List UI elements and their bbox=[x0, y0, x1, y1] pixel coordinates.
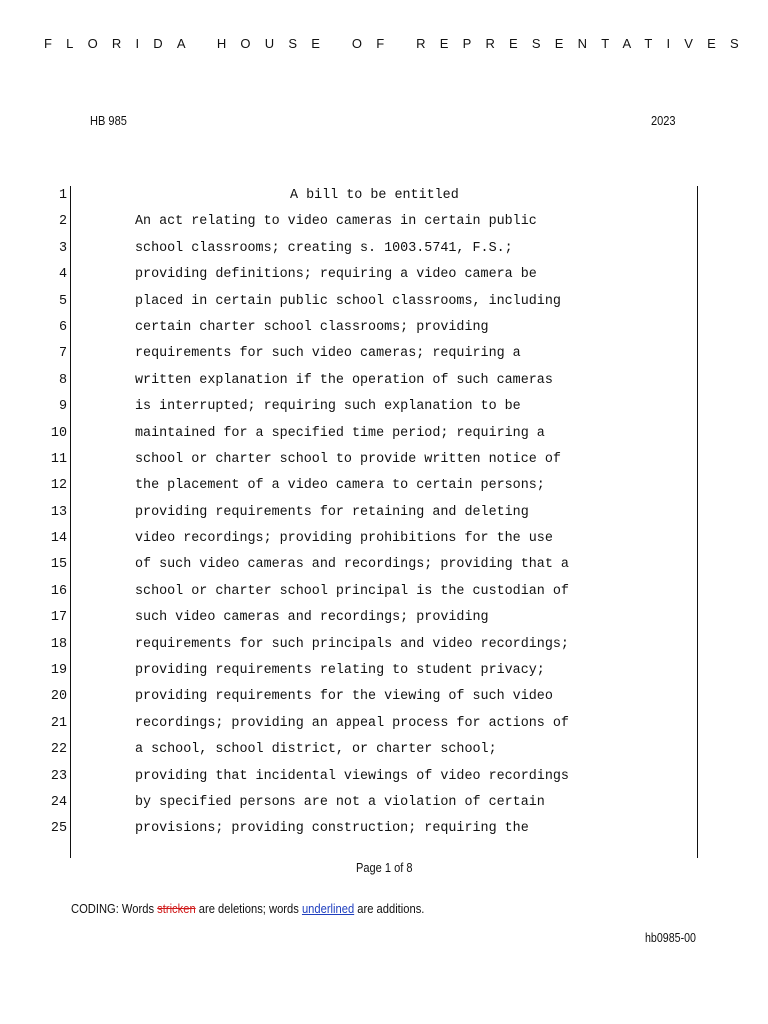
bill-line bbox=[0, 209, 768, 235]
bill-line bbox=[0, 579, 768, 605]
line-text: providing requirements for retaining and deleting bbox=[135, 504, 529, 520]
line-text: written explanation if the operation of such cameras bbox=[135, 372, 553, 388]
line-number: 10 bbox=[50, 425, 67, 441]
line-text: requirements for such video cameras; requiring a bbox=[135, 346, 521, 362]
line-number: 20 bbox=[50, 689, 67, 705]
bill-line bbox=[0, 447, 768, 473]
line-text: A bill to be entitled bbox=[290, 188, 459, 203]
line-text: such video cameras and recordings; providing bbox=[135, 610, 489, 626]
bill-line bbox=[0, 632, 768, 658]
bill-line bbox=[0, 262, 768, 288]
page-number bbox=[0, 860, 768, 875]
bill-text-body bbox=[0, 183, 768, 843]
line-text: by specified persons are not a violation of certain bbox=[135, 794, 545, 810]
line-text: school or charter school principal is the custodian of bbox=[135, 583, 569, 599]
coding-middle: are deletions; words bbox=[195, 901, 302, 916]
coding-stricken-example: stricken bbox=[157, 901, 196, 916]
line-number: 23 bbox=[50, 768, 67, 784]
line-text: maintained for a specified time period; requiring a bbox=[135, 425, 545, 441]
line-text: school classrooms; creating s. 1003.5741, F.S.; bbox=[135, 240, 513, 256]
line-text: of such video cameras and recordings; providing that a bbox=[135, 557, 569, 573]
line-text: recordings; providing an appeal process for actions of bbox=[135, 715, 569, 731]
line-number: 17 bbox=[50, 610, 67, 626]
line-number: 9 bbox=[58, 399, 67, 415]
line-number: 6 bbox=[58, 319, 67, 335]
line-number: 25 bbox=[50, 821, 67, 837]
bill-line bbox=[0, 394, 768, 420]
bill-line bbox=[0, 684, 768, 710]
bill-line bbox=[0, 605, 768, 631]
bill-line bbox=[0, 500, 768, 526]
bill-line bbox=[0, 341, 768, 367]
bill-number: HB 985 bbox=[90, 113, 127, 128]
line-number: 3 bbox=[58, 240, 67, 256]
line-number: 21 bbox=[50, 715, 67, 731]
line-text: providing definitions; requiring a video camera be bbox=[135, 267, 537, 283]
line-text: a school, school district, or charter school; bbox=[135, 742, 497, 758]
line-number: 13 bbox=[50, 504, 67, 520]
line-text: providing requirements relating to student privacy; bbox=[135, 663, 545, 679]
bill-line bbox=[0, 764, 768, 790]
line-number: 12 bbox=[50, 478, 67, 494]
coding-legend bbox=[71, 901, 424, 916]
line-number: 8 bbox=[58, 372, 67, 388]
bill-line bbox=[0, 236, 768, 262]
bill-line bbox=[0, 473, 768, 499]
line-number: 19 bbox=[50, 663, 67, 679]
bill-line bbox=[0, 816, 768, 842]
line-number: 22 bbox=[50, 742, 67, 758]
bill-line bbox=[0, 790, 768, 816]
bill-line bbox=[0, 289, 768, 315]
coding-suffix: are additions. bbox=[354, 901, 425, 916]
line-number: 1 bbox=[58, 188, 67, 203]
line-number: 4 bbox=[58, 267, 67, 283]
line-text: school or charter school to provide written notice of bbox=[135, 451, 561, 467]
bill-line bbox=[0, 658, 768, 684]
line-text: An act relating to video cameras in certain public bbox=[135, 214, 537, 230]
bill-line bbox=[0, 315, 768, 341]
line-number: 2 bbox=[58, 214, 67, 230]
line-text: certain charter school classrooms; providing bbox=[135, 319, 489, 335]
line-number: 18 bbox=[50, 636, 67, 652]
line-number: 5 bbox=[58, 293, 67, 309]
bill-line bbox=[0, 526, 768, 552]
line-number: 16 bbox=[50, 583, 67, 599]
line-text: the placement of a video camera to certain persons; bbox=[135, 478, 545, 494]
line-text: video recordings; providing prohibitions for the use bbox=[135, 531, 553, 547]
bill-year: 2023 bbox=[651, 113, 676, 128]
chamber-title: FLORIDA HOUSE OF REPRESENTATIVES bbox=[44, 36, 753, 51]
line-text: is interrupted; requiring such explanation to be bbox=[135, 399, 521, 415]
line-number: 24 bbox=[50, 794, 67, 810]
line-text: providing requirements for the viewing of such video bbox=[135, 689, 553, 705]
bill-line bbox=[0, 552, 768, 578]
line-text: provisions; providing construction; requiring the bbox=[135, 821, 529, 837]
line-text: requirements for such principals and video recordings; bbox=[135, 636, 569, 652]
page-number-text: Page 1 of 8 bbox=[355, 860, 413, 875]
line-text: placed in certain public school classrooms, including bbox=[135, 293, 561, 309]
bill-line bbox=[0, 421, 768, 447]
bill-line bbox=[0, 183, 768, 209]
bill-line bbox=[0, 368, 768, 394]
line-text: providing that incidental viewings of video recordings bbox=[135, 768, 569, 784]
line-number: 14 bbox=[50, 531, 67, 547]
bill-line bbox=[0, 737, 768, 763]
line-number: 7 bbox=[58, 346, 67, 362]
line-number: 11 bbox=[50, 451, 67, 467]
line-number: 15 bbox=[50, 557, 67, 573]
document-code: hb0985-00 bbox=[645, 930, 696, 945]
coding-underlined-example: underlined bbox=[301, 901, 355, 916]
bill-line bbox=[0, 711, 768, 737]
coding-prefix: CODING: Words bbox=[71, 901, 158, 916]
